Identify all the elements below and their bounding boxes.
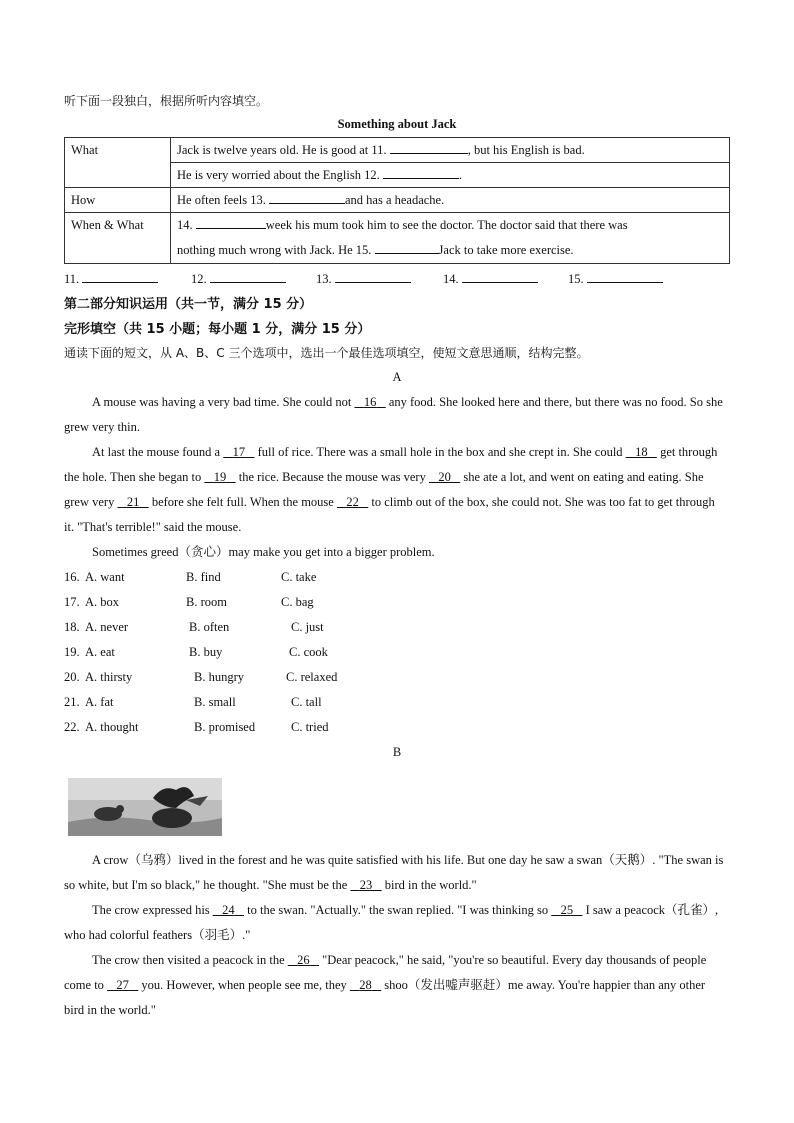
blank-14[interactable] bbox=[196, 216, 266, 229]
question-number: 17. bbox=[64, 595, 80, 609]
blank-13[interactable] bbox=[269, 191, 345, 204]
blank-27[interactable]: 27 bbox=[116, 978, 129, 992]
blank-24[interactable]: 24 bbox=[222, 903, 235, 917]
passage-a-label: A bbox=[392, 370, 402, 384]
question-number: 16. bbox=[64, 570, 80, 584]
option-b[interactable]: B. often bbox=[189, 620, 230, 634]
option-b[interactable]: B. hungry bbox=[194, 670, 244, 684]
option-a[interactable]: A. fat bbox=[85, 695, 114, 709]
question-number: 22. bbox=[64, 720, 80, 734]
table-row bbox=[65, 138, 730, 163]
option-c[interactable]: C. take bbox=[281, 570, 317, 584]
option-a[interactable]: A. never bbox=[85, 620, 129, 634]
passage-a-paragraph-1: A mouse was having a very bad time. She could not 16 any food. She looked here and there, but there was no food. So she grew very thin. bbox=[64, 395, 723, 434]
passage-b-label: B bbox=[392, 745, 402, 759]
option-b[interactable]: B. small bbox=[194, 695, 236, 709]
answer-line-12: 12. bbox=[191, 270, 286, 287]
blank-23[interactable]: 23 bbox=[359, 878, 373, 892]
blank-16[interactable]: 16 bbox=[363, 395, 377, 409]
table-row bbox=[65, 188, 730, 213]
passage-a-paragraph-2: At last the mouse found a 17 full of rice. There was a small hole in the box and she crept in. She could 18 get through the hole. Then she began to 19 the rice. Because the mouse was very 20 she ate a lot, and went on eating and eating. She grew very 21 before she felt full. When the mouse 22 to climb out of the box, she could not. She was too fat to get through it. "That's terrible!" said the mouse. bbox=[64, 445, 718, 534]
option-c[interactable]: C. relaxed bbox=[286, 670, 338, 684]
passage-b-paragraph-3: The crow then visited a peacock in the 26 "Dear peacock," he said, "you're so beautiful. Every day thousands of people come to 27 you. However, when people see me, they 28 shoo（发出嘘声驱赶）me away. You're happier than any other bird in the world." bbox=[64, 953, 707, 1017]
table-cell: 14. week his mum took him to see the doctor. The doctor said that there was nothing much wrong with Jack. He 15. Jack to take more exercise. bbox=[171, 213, 730, 264]
answer-line-14: 14. bbox=[443, 270, 538, 287]
question-number: 18. bbox=[64, 620, 80, 634]
blank-28[interactable]: 28 bbox=[359, 978, 372, 992]
option-c[interactable]: C. tall bbox=[291, 695, 322, 709]
answer-line-15: 15. bbox=[568, 270, 663, 287]
option-b[interactable]: B. buy bbox=[189, 645, 223, 659]
table-cell: Jack is twelve years old. He is good at 11. , but his English is bad. bbox=[171, 138, 730, 163]
answer-blank[interactable] bbox=[210, 270, 286, 283]
blank-17[interactable]: 17 bbox=[232, 445, 246, 459]
option-b[interactable]: B. room bbox=[186, 595, 227, 609]
row-label: What bbox=[65, 138, 171, 188]
blank-11[interactable] bbox=[390, 141, 468, 154]
info-table bbox=[64, 137, 730, 264]
blank-18[interactable]: 18 bbox=[635, 445, 648, 459]
option-c[interactable]: C. bag bbox=[281, 595, 314, 609]
blank-20[interactable]: 20 bbox=[438, 470, 451, 484]
cloze-title: 完形填空（共 15 小题；每小题 1 分，满分 15 分） bbox=[64, 322, 371, 337]
option-c[interactable]: C. tried bbox=[291, 720, 329, 734]
blank-19[interactable]: 19 bbox=[213, 470, 227, 484]
option-a[interactable]: A. eat bbox=[85, 645, 115, 659]
passage-b-paragraph-1: A crow（乌鸦）lived in the forest and he was quite satisfied with his life. But one day he saw a swan（天鹅）. "The swan is so white, but I'm so black," he thought. "She must be the 23 bird in the world." bbox=[64, 853, 724, 892]
row-label: How bbox=[65, 188, 171, 213]
option-a[interactable]: A. thirsty bbox=[85, 670, 133, 684]
answer-line-13: 13. bbox=[316, 270, 411, 287]
answer-blank[interactable] bbox=[335, 270, 411, 283]
crow-illustration bbox=[68, 778, 222, 836]
option-a[interactable]: A. thought bbox=[85, 720, 139, 734]
passage-b-paragraph-2: The crow expressed his 24 to the swan. "Actually." the swan replied. "I was thinking so 25 I saw a peacock（孔雀）, who had colorful feathers（羽毛）." bbox=[64, 903, 719, 942]
table-row bbox=[65, 213, 730, 264]
question-number: 21. bbox=[64, 695, 80, 709]
option-c[interactable]: C. cook bbox=[289, 645, 328, 659]
answer-blank[interactable] bbox=[82, 270, 158, 283]
question-number: 19. bbox=[64, 645, 80, 659]
answer-line-11: 11. bbox=[64, 270, 158, 287]
section-2-title: 第二部分知识运用（共一节，满分 15 分） bbox=[64, 297, 313, 312]
blank-25[interactable]: 25 bbox=[560, 903, 574, 917]
option-a[interactable]: A. box bbox=[85, 595, 120, 609]
answer-blank[interactable] bbox=[587, 270, 663, 283]
question-number: 20. bbox=[64, 670, 80, 684]
cloze-instruction: 通读下面的短文，从 A、B、C 三个选项中，选出一个最佳选项填空，使短文意思通顺，结构完整。 bbox=[64, 346, 589, 360]
option-c[interactable]: C. just bbox=[291, 620, 324, 634]
option-a[interactable]: A. want bbox=[85, 570, 125, 584]
option-b[interactable]: B. find bbox=[186, 570, 221, 584]
crow-image bbox=[68, 778, 222, 836]
blank-15[interactable] bbox=[375, 241, 439, 254]
answer-blank[interactable] bbox=[462, 270, 538, 283]
table-title: Something about Jack bbox=[337, 117, 457, 131]
blank-26[interactable]: 26 bbox=[297, 953, 310, 967]
row-label: When & What bbox=[65, 213, 171, 264]
blank-12[interactable] bbox=[383, 166, 459, 179]
option-b[interactable]: B. promised bbox=[194, 720, 256, 734]
passage-a-paragraph-3: Sometimes greed（贪心）may make you get into a bigger problem. bbox=[92, 545, 435, 559]
table-cell: He often feels 13. and has a headache. bbox=[171, 188, 730, 213]
listening-instruction: 听下面一段独白，根据所听内容填空。 bbox=[64, 94, 269, 108]
blank-22[interactable]: 22 bbox=[346, 495, 359, 509]
blank-21[interactable]: 21 bbox=[126, 495, 140, 509]
table-cell: He is very worried about the English 12. . bbox=[171, 163, 730, 188]
